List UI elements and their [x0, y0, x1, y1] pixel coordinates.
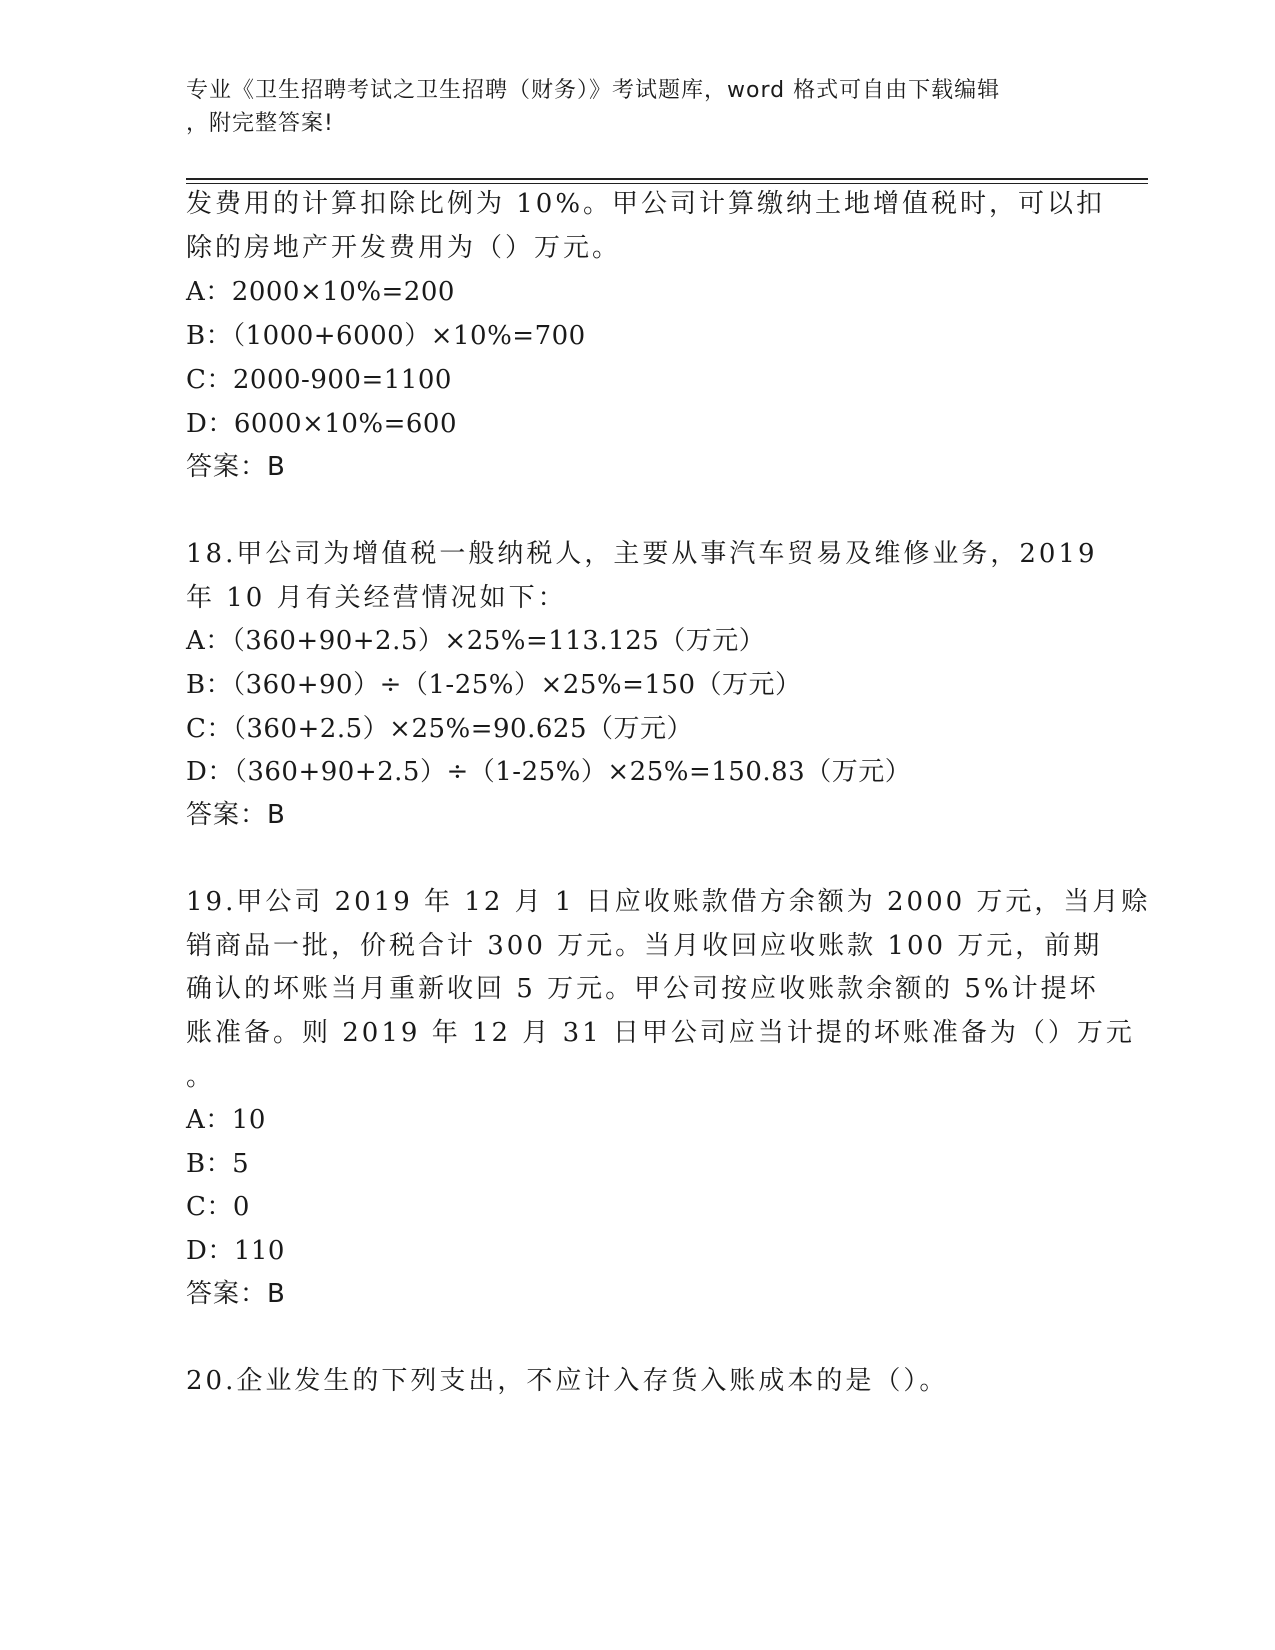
header-divider-bottom — [186, 183, 1148, 184]
q18-text-line-2: 年 10 月有关经营情况如下： — [186, 583, 567, 613]
q19-option-d: D：110 — [186, 1236, 285, 1266]
header-line-1: 专业《卫生招聘考试之卫生招聘（财务）》考试题库，word 格式可自由下载编辑 — [186, 78, 1001, 103]
header-line-2: ，附完整答案! — [186, 111, 334, 136]
q17-option-a: A：2000×10%=200 — [186, 277, 455, 307]
q18-option-b: B：（360+90）÷（1-25%）×25%=150（万元） — [186, 670, 802, 700]
q18-text-line-1: 18.甲公司为增值税一般纳税人，主要从事汽车贸易及维修业务，2019 — [186, 539, 1098, 569]
q17-option-b: B：（1000+6000）×10%=700 — [186, 321, 586, 351]
q17-text-line-1: 发费用的计算扣除比例为 10%。甲公司计算缴纳土地增值税时，可以扣 — [186, 189, 1106, 219]
q19-text-line-4: 账准备。则 2019 年 12 月 31 日甲公司应当计提的坏账准备为（）万元 — [186, 1018, 1135, 1048]
q17-text-line-2: 除的房地产开发费用为（）万元。 — [186, 233, 622, 263]
q19-text-line-2: 销商品一批，价税合计 300 万元。当月收回应收账款 100 万元，前期 — [186, 931, 1103, 961]
q18-option-c: C：（360+2.5）×25%=90.625（万元） — [186, 714, 693, 744]
header-divider-top — [186, 178, 1148, 180]
q18-answer: 答案：B — [186, 800, 286, 830]
q18-option-a: A：（360+90+2.5）×25%=113.125（万元） — [186, 626, 766, 656]
q20-text-line-1: 20.企业发生的下列支出，不应计入存货入账成本的是（）。 — [186, 1366, 949, 1396]
q19-answer: 答案：B — [186, 1279, 286, 1309]
q19-text-line-1: 19.甲公司 2019 年 12 月 1 日应收账款借方余额为 2000 万元，当月赊 — [186, 887, 1151, 917]
q17-option-d: D：6000×10%=600 — [186, 409, 457, 439]
q19-option-b: B：5 — [186, 1149, 250, 1179]
q19-option-c: C：0 — [186, 1192, 250, 1222]
q19-text-line-5: 。 — [186, 1062, 216, 1092]
q19-option-a: A：10 — [186, 1105, 266, 1135]
q18-option-d: D：（360+90+2.5）÷（1-25%）×25%=150.83（万元） — [186, 757, 912, 787]
q19-text-line-3: 确认的坏账当月重新收回 5 万元。甲公司按应收账款余额的 5%计提坏 — [186, 974, 1099, 1004]
q17-answer: 答案：B — [186, 452, 286, 482]
document-header — [186, 74, 1066, 140]
q17-option-c: C：2000-900=1100 — [186, 365, 452, 395]
